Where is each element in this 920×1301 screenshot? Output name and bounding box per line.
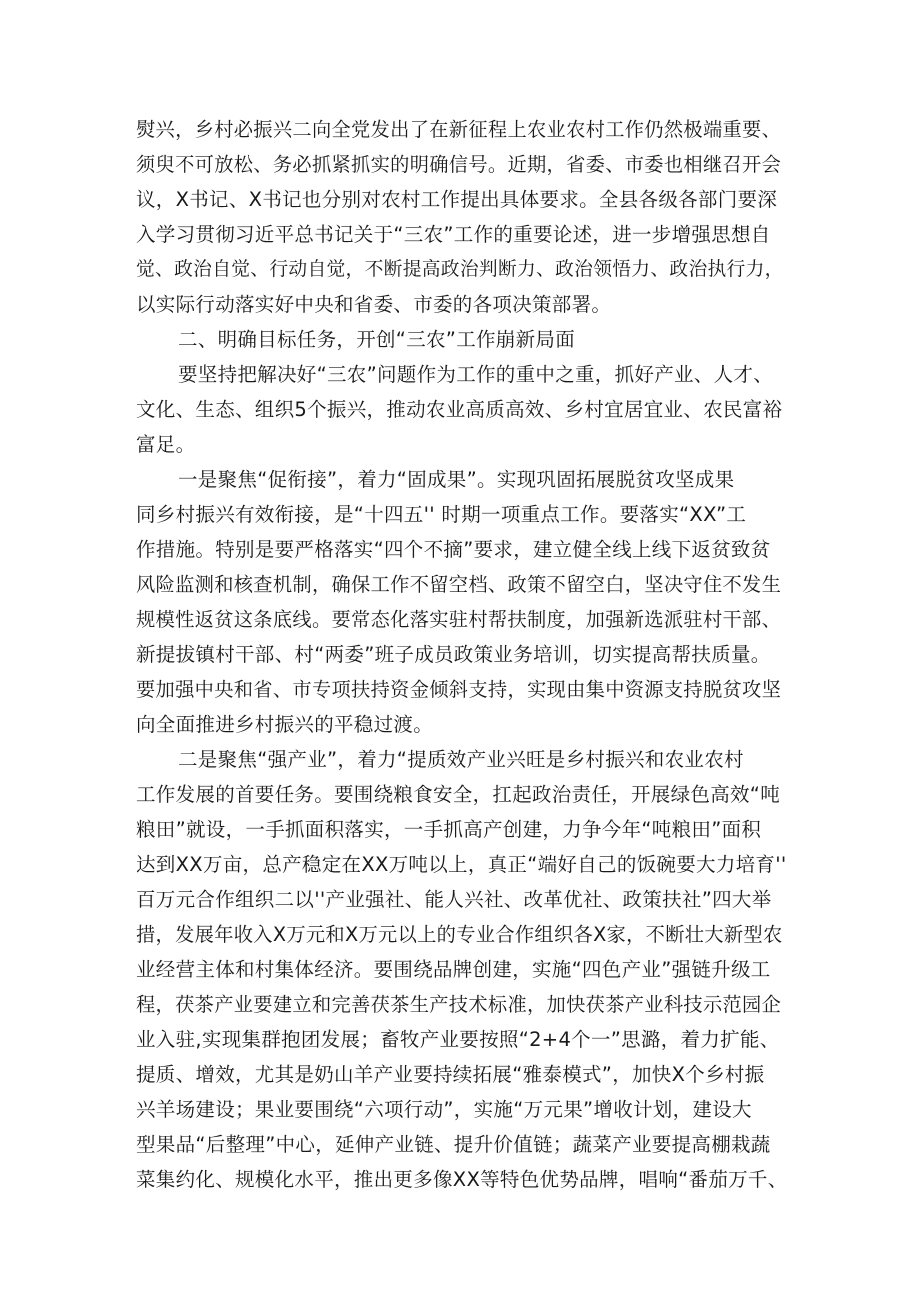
- text-line: 提质、增效，尤其是奶山羊产业要持续拓展“雅泰模式”，加快X个乡村振: [136, 1063, 765, 1086]
- text-line: 达到XX万亩，总产稳定在XX万吨以上，真正“端好自己的饭碗要大力培育'': [136, 853, 787, 876]
- text-line: 百万元合作组织二以''产业强社、能人兴社、改革优社、政策扶社”四大举: [136, 888, 772, 911]
- text-line: 向全面推进乡村振兴的平稳过渡。: [136, 713, 434, 736]
- text-line: 程，茯茶产业要建立和完善茯茶生产技术标准，加快茯茶产业科技示范园企: [136, 993, 782, 1016]
- text-line: 措，发展年收入X万元和X万元以上的专业合作组织各X家，不断壮大新型农: [136, 923, 783, 946]
- text-line: 粮田”就设，一手抓面积落实，一手抓高产创建，力争今年“吨粮田”面积: [136, 818, 762, 841]
- text-line: 业经营主体和村集体经济。要围绕品牌创建，实施“四色产业”强链升级工: [136, 958, 771, 981]
- text-line: 觉、政治自觉、行动自觉，不断提高政治判断力、政治领悟力、政治执行力，: [136, 259, 784, 280]
- text-line: 新提拔镇村干部、村“两委”班子成员政策业务培训，切实提高帮扶质量。: [136, 643, 771, 666]
- text-line: 二、明确目标任务，开创“三农”工作崩新局面: [178, 328, 576, 351]
- text-line: 要坚持把解决好“三农”问题作为工作的重中之重，抓好产业、人才、: [178, 363, 774, 386]
- document-body: [136, 112, 788, 1197]
- text-line: 业入驻,实现集群抱团发展；畜牧产业要按照“2+4个一”思潞，着力扩能、: [136, 1028, 780, 1051]
- text-line: 熨兴，乡村必振兴二向全党发出了在新征程上农业农村工作仍然极端重要、: [136, 118, 782, 141]
- text-line: 二是聚焦“强产业”，着力“提质效产业兴旺是乡村振兴和农业农村: [178, 748, 744, 771]
- text-line: 入学习贯彻习近平总书记关于“三农”工作的重要论述，进一步增强思想自: [136, 223, 771, 246]
- text-line: 型果品“后整理”中心，延伸产业链、提升价值链；蔬菜产业要提高棚栽蔬: [136, 1133, 771, 1156]
- text-line: 规模性返贫这条底线。要常态化落实驻村帮扶制度，加强新选派驻村干部、: [136, 608, 782, 631]
- text-line: 须臾不可放松、务必抓紧抓实的明确信号。近期，省委、市委也相继召开会: [136, 153, 782, 176]
- text-line: 以实际行动落实好中央和省委、市委的各项决策部署。: [136, 293, 612, 316]
- text-line: 文化、生态、组织5个振兴，推动农业高质高效、乡村宜居宜业、农民富裕: [136, 398, 783, 421]
- text-line: 议，X书记、X书记也分别对农村工作提出具体要求。全县各级各部门要深: [136, 188, 778, 211]
- text-line: 一是聚焦“促衔接”，着力“固成果”。实现巩固拓展脱贫攻坚成果: [178, 468, 735, 491]
- text-line: 兴羊场建设；果业要围绕“六项行动”，实施“万元果”增收计划，建设大: [136, 1098, 752, 1121]
- text-line: 同乡村振兴有效衔接，是“十四五'' 时期一项重点工作。要落实“XX”工: [136, 503, 747, 526]
- text-line: 风险监测和核查机制，确保工作不留空档、政策不留空白，坚决守住不发生: [136, 573, 782, 596]
- text-line: 工作发展的首要任务。要围绕粮食安全，扛起政治责任，开展绿色高效“吨: [136, 783, 781, 806]
- text-line: 富足。: [136, 433, 196, 456]
- text-line: 菜集约化、规模化水平，推出更多像XX等特色优势品牌，唱响“番茄万千、: [136, 1168, 788, 1191]
- text-line: 要加强中央和省、市专项扶持资金倾斜支持，实现由集中资源支持脱贫攻坚: [136, 678, 782, 701]
- text-line: 作措施。特别是要严格落实“四个不摘”要求，建立健全线上线下返贫致贫: [136, 538, 771, 561]
